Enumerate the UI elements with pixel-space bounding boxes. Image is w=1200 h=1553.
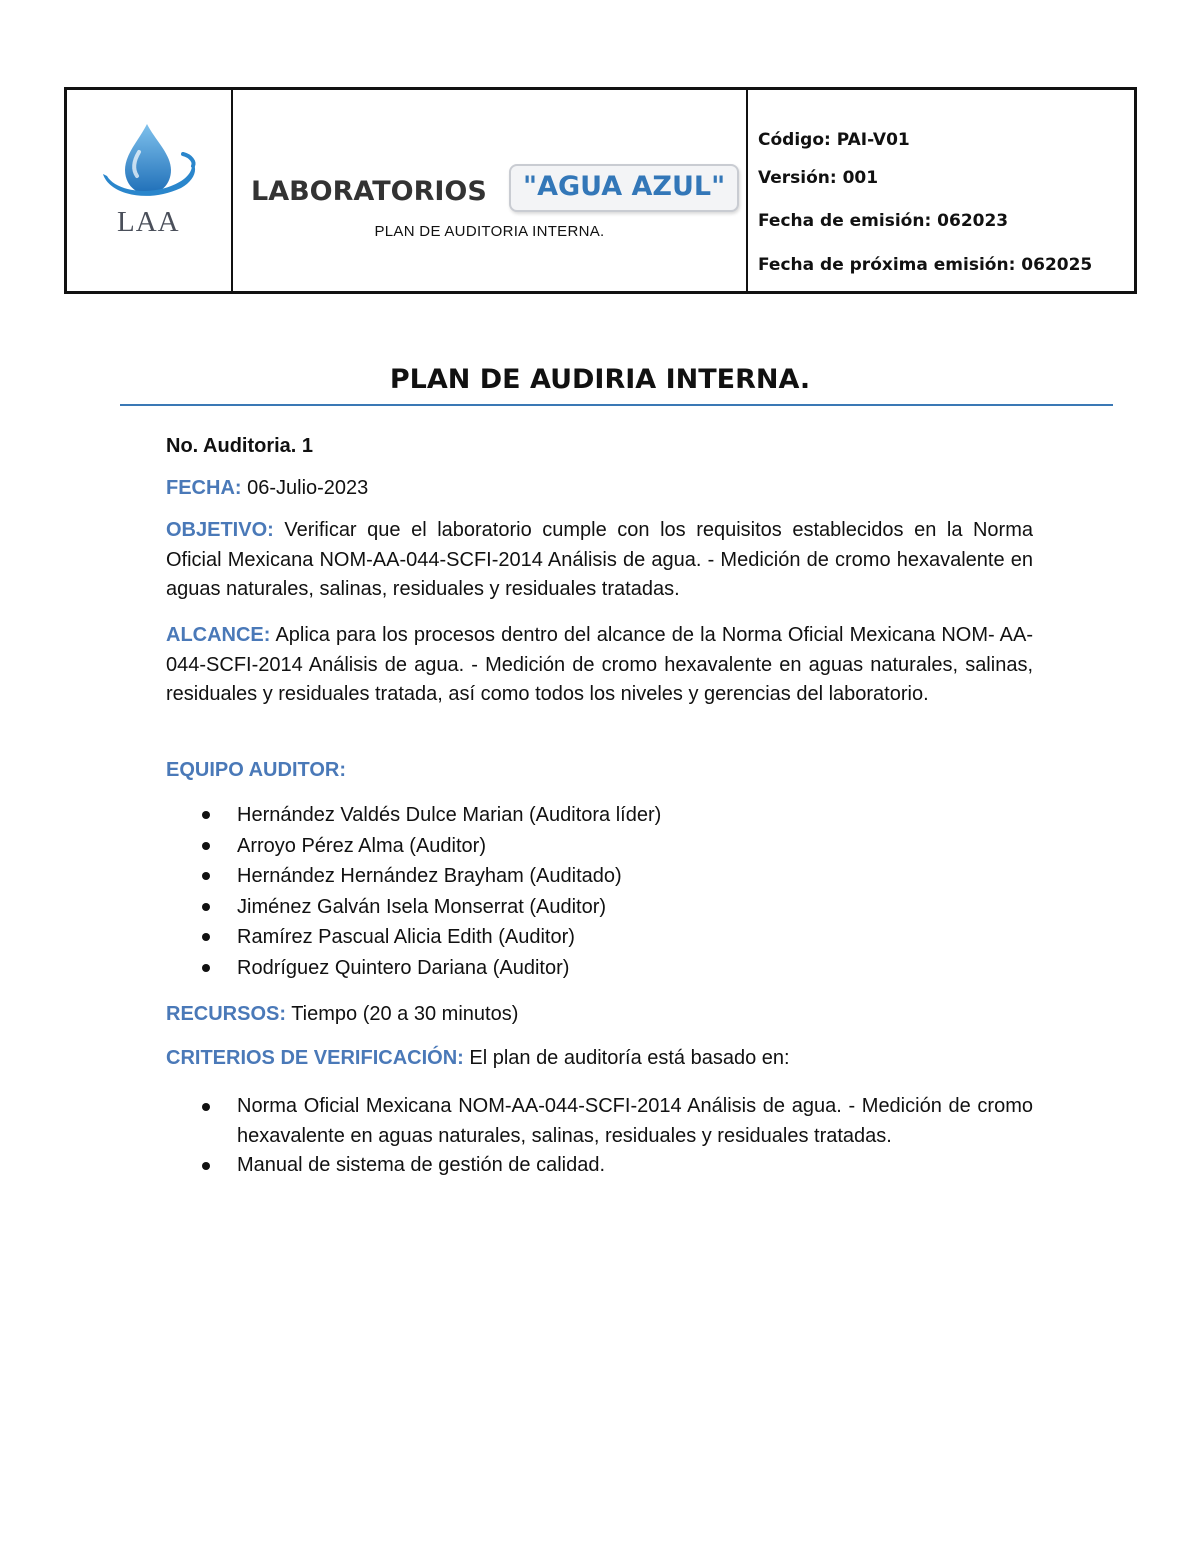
recursos-value: Tiempo (20 a 30 minutos) — [286, 1003, 519, 1025]
criterios-value: El plan de auditoría está basado en: — [463, 1047, 790, 1069]
meta-codigo: Código: PAI-V01 — [758, 130, 910, 150]
objetivo-value: Verificar que el laboratorio cumple con los requisitos establecidos en la Norma Oficial Mexicana NOM-AA-044-SCFI-2014 Análisis de agua. - Medición de cromo hexavalente en aguas naturales, salinas, residuales y residuales tratadas. — [166, 519, 1033, 600]
list-item: Rodríguez Quintero Dariana (Auditor) — [166, 953, 1033, 984]
objetivo-paragraph — [166, 516, 1033, 605]
fecha-paragraph — [166, 474, 1033, 504]
alcance-value: Aplica para los procesos dentro del alcance de la Norma Oficial Mexicana NOM- AA-044-SCFI-2014 Análisis de agua. - Medición de cromo hexavalente en aguas naturales, salinas, residuales y residuales tratada, así como todos los niveles y gerencias del laboratorio. — [166, 624, 1033, 705]
lab-name: LABORATORIOS — [251, 176, 487, 207]
title-underline — [120, 404, 1113, 406]
water-drop-logo-icon — [95, 118, 205, 208]
list-item: Arroyo Pérez Alma (Auditor) — [166, 831, 1033, 862]
criterios-list — [166, 1092, 1033, 1181]
recursos-label: RECURSOS: — [166, 1003, 287, 1025]
page-title: PLAN DE AUDIRIA INTERNA. — [389, 364, 811, 395]
alcance-label: ALCANCE: — [166, 624, 271, 646]
list-item: Hernández Valdés Dulce Marian (Auditora líder) — [166, 800, 1033, 831]
list-item: Ramírez Pascual Alicia Edith (Auditor) — [166, 922, 1033, 953]
objetivo-label: OBJETIVO: — [166, 519, 274, 541]
logo-cell — [67, 90, 233, 291]
meta-fecha-proxima: Fecha de próxima emisión: 062025 — [758, 255, 1093, 275]
header-subtitle: PLAN DE AUDITORIA INTERNA. — [374, 223, 605, 240]
meta-version: Versión: 001 — [758, 168, 879, 188]
document-meta-cell — [748, 90, 1134, 291]
equipo-label: EQUIPO AUDITOR: — [166, 759, 347, 781]
list-item: Manual de sistema de gestión de calidad. — [166, 1151, 1033, 1181]
recursos-paragraph — [166, 1000, 1033, 1030]
meta-fecha-emision: Fecha de emisión: 062023 — [758, 211, 1009, 231]
criterios-paragraph — [166, 1044, 1033, 1074]
fecha-value: 06-Julio-2023 — [241, 477, 369, 499]
logo-text: LAA — [117, 206, 180, 238]
list-item: Jiménez Galván Isela Monserrat (Auditor) — [166, 892, 1033, 923]
list-item: Norma Oficial Mexicana NOM-AA-044-SCFI-2014 Análisis de agua. - Medición de cromo hexavalente en aguas naturales, salinas, residuales y residuales tratadas. — [166, 1092, 1033, 1151]
lab-title-cell — [233, 90, 748, 291]
criterios-label: CRITERIOS DE VERIFICACIÓN: — [166, 1047, 464, 1069]
alcance-paragraph — [166, 621, 1033, 710]
equipo-list — [166, 800, 1033, 983]
list-item: Hernández Hernández Brayham (Auditado) — [166, 861, 1033, 892]
lab-brand-badge: "AGUA AZUL" — [509, 164, 739, 212]
fecha-label: FECHA: — [166, 477, 242, 499]
document-header — [64, 87, 1137, 294]
equipo-heading — [166, 756, 1033, 786]
no-auditoria: No. Auditoria. 1 — [166, 435, 314, 457]
